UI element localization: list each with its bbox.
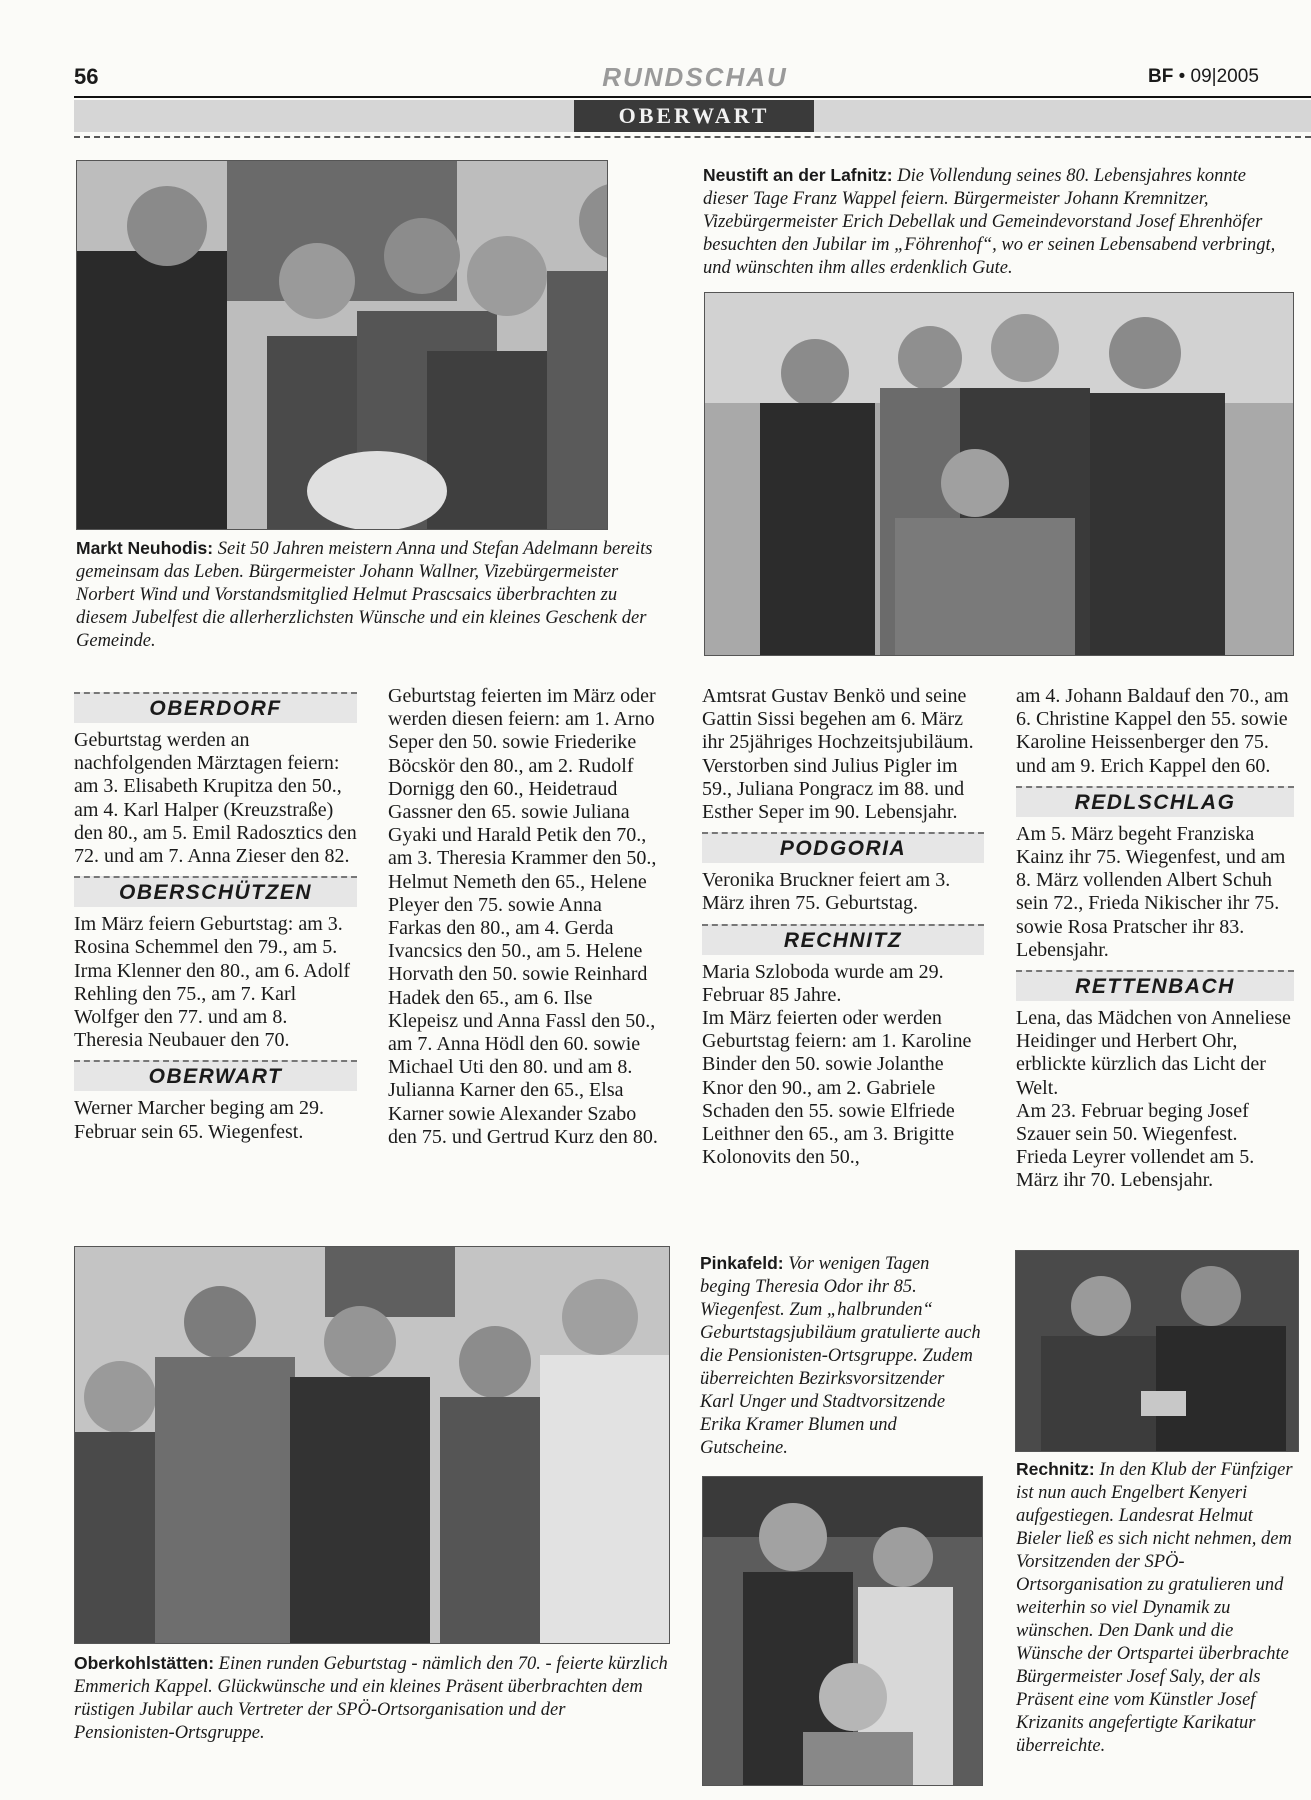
text-deaths: Verstorben sind Julius Pigler im 59., Juliana Pongracz im 88. und Esther Seper im 90. Lebensjahr. xyxy=(702,754,965,824)
photo-rechnitz xyxy=(1015,1250,1299,1452)
brand-label: BF xyxy=(1148,66,1174,87)
column-3 xyxy=(702,685,984,1169)
column-1 xyxy=(74,692,357,1144)
caption-rechnitz xyxy=(1016,1458,1298,1758)
text-rechnitz-2: Im März feierten oder werden Geburtstag feiern: am 1. Karoline Binder den 50. sowie Jolanthe Knor den 90., am 2. Gabriele Schaden den 55. sowie Elfriede Leithner den 65., am 3. Brigitte Kolonovits den 50., xyxy=(702,1007,972,1169)
caption-text: In den Klub der Fünfziger ist nun auch Engelbert Kenyeri aufgestiegen. Landesrat Helmut Bieler ließ es sich nicht nehmen, dem Vorsitzenden der SPÖ-Ortsorganisation zu gratulieren und weiterhin so viel Dynamik zu wünschen. Den Dank und die Wünsche der Ortspartei überbrachte Bürgermeister Josef Saly, der als Präsent eine vom Künstler Josef Krizanits angefertigte Karikatur überreichte. xyxy=(1016,1460,1293,1756)
heading-oberdorf: OBERDORF xyxy=(74,692,357,723)
caption-text: Seit 50 Jahren meistern Anna und Stefan Adelmann bereits gemeinsam das Leben. Bürgermeister Johann Wallner, Vizebürgermeister Norbert Wind und Vorstandsmitglied Helmut Prascsaics überbrachten zu diesem Jubelfest die allerherzlichsten Wünsche und ein kleines Geschenk der Gemeinde. xyxy=(76,539,653,651)
caption-place: Markt Neuhodis: xyxy=(76,538,214,558)
photo-pinkafeld xyxy=(702,1476,983,1786)
text-oberwart: Werner Marcher beging am 29. Februar sein 65. Wiegenfest. xyxy=(74,1097,324,1143)
page-number: 56 xyxy=(74,64,99,89)
header-divider xyxy=(74,136,1311,138)
section-title: RUNDSCHAU xyxy=(602,62,788,92)
heading-oberschuetzen: OBERSCHÜTZEN xyxy=(74,876,357,907)
caption-place: Rechnitz: xyxy=(1016,1459,1095,1479)
caption-neustift xyxy=(703,164,1283,280)
caption-text: Einen runden Geburtstag - nämlich den 70. - feierte kürzlich Emmerich Kappel. Glückwünsche und ein kleines Präsent überbrachten dem rüstigen Jubilar auch Vertreter der SPÖ-Ortsorganisation und der Pensionisten-Ortsgruppe. xyxy=(74,1654,668,1743)
text-anniversary: Amtsrat Gustav Benkö und seine Gattin Sissi begehen am 6. März ihr 25jähriges Hochzeitsjubiläum. xyxy=(702,685,974,754)
heading-rechnitz: RECHNITZ xyxy=(702,924,984,955)
heading-oberwart: OBERWART xyxy=(74,1060,357,1091)
caption-oberkohlstaetten xyxy=(74,1652,668,1745)
caption-pinkafeld xyxy=(700,1252,982,1460)
photo-neustift xyxy=(704,292,1294,656)
text-oberschuetzen: Im März feiern Geburtstag: am 3. Rosina Schemmel den 79., am 5. Irma Klenner den 80., am 6. Adolf Rehling den 75., am 7. Karl Wolfger den 77. und am 8. Theresia Neubauer den 70. xyxy=(74,913,351,1052)
text-podgoria: Veronika Bruckner feiert am 3. März ihren 75. Geburtstag. xyxy=(702,869,951,915)
caption-place: Neustift an der Lafnitz: xyxy=(703,165,893,185)
issue-label xyxy=(1148,66,1259,88)
caption-text: Vor wenigen Tagen beging Theresia Odor ihr 85. Wiegenfest. Zum „halbrunden“ Geburtstagsjubiläum gratulierte auch die Pensionisten-Ortsgruppe. Zudem überreichten Bezirksvorsitzender Karl Unger und Stadtvorsitzende Erika Kramer Blumen und Gutscheine. xyxy=(700,1254,981,1458)
caption-place: Oberkohlstätten: xyxy=(74,1653,215,1673)
text-rechnitz-1: Maria Szloboda wurde am 29. Februar 85 Jahre. xyxy=(702,960,944,1006)
text-rettenbach-2: Am 23. Februar beging Josef Szauer sein 50. Wiegenfest. xyxy=(1016,1099,1249,1146)
heading-rettenbach: RETTENBACH xyxy=(1016,970,1294,1001)
region-title: OBERWART xyxy=(574,100,814,132)
column-2 xyxy=(388,685,660,1149)
issue-separator: • xyxy=(1178,66,1186,87)
photo-markt-neuhodis xyxy=(76,160,608,530)
caption-place: Pinkafeld: xyxy=(700,1253,784,1273)
photo-oberkohlstaetten xyxy=(74,1246,670,1644)
text-birthdays-oberwart: Geburtstag feierten im März oder werden diesen feiern: am 1. Arno Seper den 50. sowie Friederike Böcskör den 80., am 2. Rudolf Dornigg den 60., Heidetraud Gassner den 65. sowie Juliana Gyaki und Harald Petik den 70., am 3. Theresia Krammer den 50., Helmut Nemeth den 65., Helene Pleyer den 75. sowie Anna Farkas den 80., am 4. Gerda Ivancsics den 50., am 5. Helene Horvath den 50. sowie Reinhard Hadek den 65., am 6. Ilse Klepeisz und Anna Fassl den 50., am 7. Anna Hödl den 60. sowie Michael Uti den 80. und am 8. Julianna Karner den 65., Elsa Karner sowie Alexander Szabo den 75. und Gertrud Kurz den 80. xyxy=(388,685,658,1148)
text-rettenbach-3: Frieda Leyrer vollendet am 5. März ihr 70. Lebensjahr. xyxy=(1016,1146,1255,1192)
column-4 xyxy=(1016,685,1294,1193)
caption-text: Die Vollendung seines 80. Lebensjahres konnte dieser Tage Franz Wappel feiern. Bürgermeister Johann Kremnitzer, Vizebürgermeister Erich Debellak und Gemeindevorstand Josef Ehrenhöfer besuchten den Jubilar im „Föhrenhof“, wo er seinen Lebensabend verbringt, und wünschten ihm alles erdenklich Gute. xyxy=(703,166,1276,278)
text-oberdorf: Geburtstag werden an nachfolgenden Märztagen feiern: am 3. Elisabeth Krupitza den 50., am 4. Karl Halper (Kreuzstraße) den 80., am 5. Emil Radosztics den 72. und am 7. Anna Zieser den 82. xyxy=(74,729,357,868)
text-redlschlag: Am 5. März begeht Franziska Kainz ihr 75. Wiegenfest, und am 8. März vollenden Albert Schuh sein 72., Frieda Nikischer ihr 75. sowie Rosa Pratscher ihr 83. Lebensjahr. xyxy=(1016,822,1286,961)
header-rule xyxy=(74,96,1311,98)
heading-redlschlag: REDLSCHLAG xyxy=(1016,786,1294,817)
caption-markt-neuhodis xyxy=(76,537,656,653)
issue-number: 09|2005 xyxy=(1190,66,1259,87)
text-rechnitz-continued: am 4. Johann Baldauf den 70., am 6. Christine Kappel den 55. sowie Karoline Heissenberger den 75. und am 9. Erich Kappel den 60. xyxy=(1016,685,1289,777)
heading-podgoria: PODGORIA xyxy=(702,832,984,863)
text-rettenbach-1: Lena, das Mädchen von Anneliese Heidinger und Herbert Ohr, erblickte kürzlich das Licht der Welt. xyxy=(1016,1007,1291,1099)
